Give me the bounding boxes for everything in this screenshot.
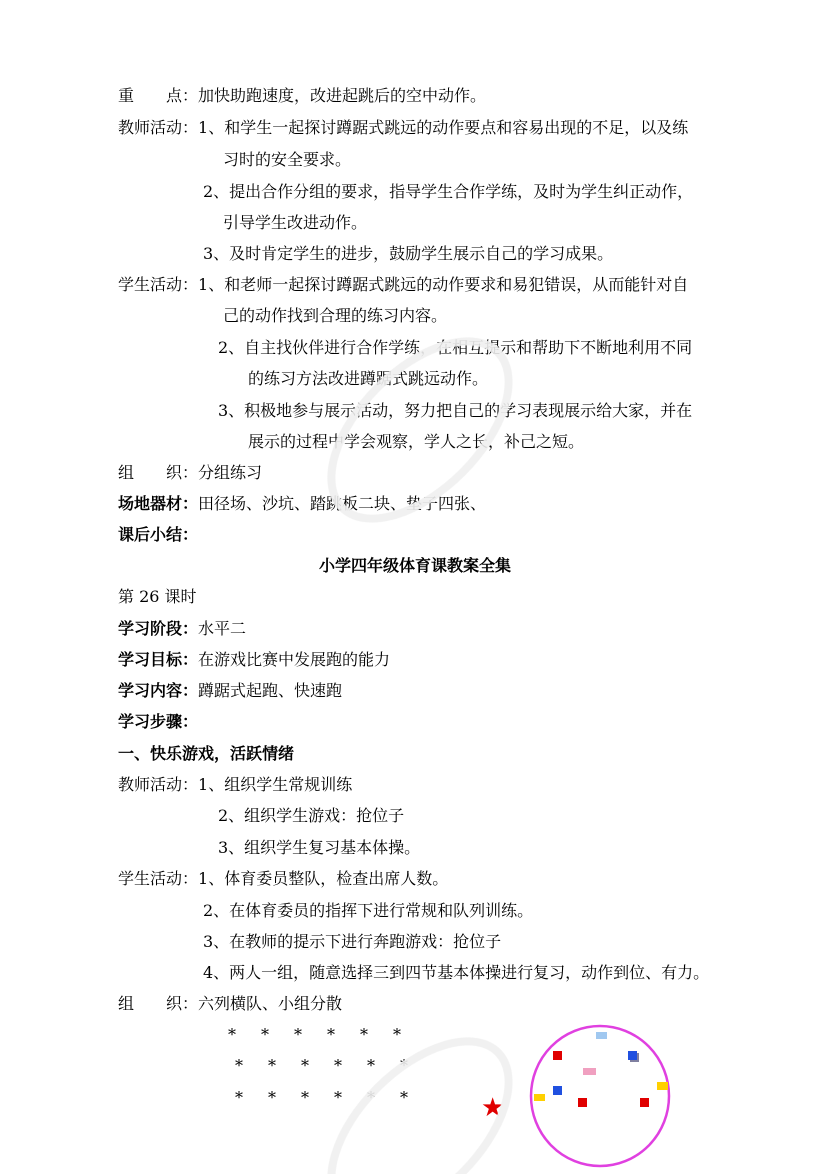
formation-mark: *: [301, 1088, 309, 1107]
student-marker-red: [553, 1051, 562, 1060]
student-marker-blue: [553, 1086, 562, 1095]
student2-item-4: 4、两人一组，随意选择三到四节基本体操进行复习，动作到位、有力。: [203, 963, 710, 982]
teacher-item-2a: 2、提出合作分组的要求，指导学生合作学练，及时为学生纠正动作，: [203, 182, 694, 201]
formation-mark: *: [360, 1025, 368, 1044]
student2-line-1: [118, 869, 448, 889]
formation-mark: *: [294, 1025, 302, 1044]
formation-mark: *: [400, 1088, 408, 1107]
formation-mark: *: [301, 1056, 309, 1075]
formation-mark: *: [393, 1025, 401, 1044]
focus-line: [118, 86, 486, 106]
student-item-3a: 3、积极地参与展示活动，努力把自己的学习表现展示给大家，并在: [218, 401, 693, 420]
formation-mark: *: [367, 1088, 375, 1107]
teacher2-label: 教师活动：: [118, 775, 199, 794]
org-text: 分组练习: [198, 463, 263, 482]
doc-title: 小学四年级体育课教案全集: [318, 556, 511, 575]
student-marker-red: [578, 1098, 587, 1107]
org2-text: 六列横队、小组分散: [198, 994, 343, 1013]
student-marker-yellow: [657, 1082, 668, 1090]
equip-line: [118, 494, 486, 514]
student-marker-blue: [628, 1051, 637, 1060]
content-line: [118, 681, 342, 701]
student-label: 学生活动：: [118, 275, 199, 294]
student-marker-pink: [583, 1068, 596, 1075]
student2-item-1: 1、体育委员整队，检查出席人数。: [198, 869, 449, 888]
formation-mark: *: [400, 1056, 408, 1075]
org2-line: [118, 994, 342, 1014]
student-marker-lightblue: [596, 1032, 607, 1039]
formation-mark: *: [268, 1056, 276, 1075]
student2-item-3: 3、在教师的提示下进行奔跑游戏：抢位子: [203, 932, 502, 951]
formation-mark: *: [334, 1088, 342, 1107]
org2-label: 组 织：: [118, 994, 199, 1013]
goal-text: 在游戏比赛中发展跑的能力: [198, 650, 391, 669]
goal-line: [118, 650, 390, 670]
org-line: [118, 463, 262, 483]
student-item-2b: 的练习方法改进蹲踞式跳远动作。: [248, 369, 489, 388]
student-item-3b: 展示的过程中学会观察，学人之长，补己之短。: [248, 432, 585, 451]
teacher2-item-1: 1、组织学生常规训练: [198, 775, 353, 794]
content-label: 学习内容：: [118, 681, 199, 700]
summary-label: 课后小结：: [118, 525, 199, 544]
teacher-star-icon: ★: [481, 1093, 505, 1123]
circle-diagram: [528, 1020, 674, 1174]
formation-mark: *: [367, 1056, 375, 1075]
formation-mark: *: [334, 1056, 342, 1075]
student-marker-red: [640, 1098, 649, 1107]
focus-label: 重 点：: [118, 86, 199, 105]
formation-mark: *: [235, 1088, 243, 1107]
content-text: 蹲踞式起跑、快速跑: [198, 681, 343, 700]
teacher-item-1a: 1、和学生一起探讨蹲踞式跳远的动作要点和容易出现的不足，以及练: [198, 118, 689, 137]
teacher-line-1: [118, 118, 688, 138]
org-label: 组 织：: [118, 463, 199, 482]
teacher2-item-2: 2、组织学生游戏：抢位子: [218, 806, 405, 825]
student2-label: 学生活动：: [118, 869, 199, 888]
formation-mark: *: [268, 1088, 276, 1107]
equip-label: 场地器材：: [118, 494, 199, 513]
focus-text: 加快助跑速度，改进起跳后的空中动作。: [198, 86, 487, 105]
student-item-1a: 1、和老师一起探讨蹲踞式跳远的动作要求和易犯错误，从而能针对自: [198, 275, 689, 294]
student2-item-2: 2、在体育委员的指挥下进行常规和队列训练。: [203, 901, 534, 920]
equip-text: 田径场、沙坑、踏跳板二块、垫子四张、: [198, 494, 487, 513]
formation-mark: *: [261, 1025, 269, 1044]
teacher-item-3: 3、及时肯定学生的进步，鼓励学生展示自己的学习成果。: [203, 244, 614, 263]
goal-label: 学习目标：: [118, 650, 199, 669]
teacher-item-2b: 引导学生改进动作。: [223, 213, 368, 232]
student-item-1b: 己的动作找到合理的练习内容。: [223, 306, 448, 325]
teacher-item-1b: 习时的安全要求。: [223, 150, 352, 169]
student-line-1: [118, 275, 688, 295]
student-marker-yellow: [534, 1094, 545, 1101]
circle-outline: [531, 1026, 669, 1166]
steps-label: 学习步骤：: [118, 712, 199, 731]
stage-line: [118, 619, 246, 639]
formation-mark: *: [327, 1025, 335, 1044]
lesson-number: 第 26 课时: [118, 587, 197, 606]
formation-mark: *: [228, 1025, 236, 1044]
teacher2-item-3: 3、组织学生复习基本体操。: [218, 838, 421, 857]
stage-label: 学习阶段：: [118, 619, 199, 638]
student-item-2a: 2、自主找伙伴进行合作学练，在相互提示和帮助下不断地利用不同: [218, 338, 693, 357]
teacher2-line-1: [118, 775, 352, 795]
part1-heading: 一、快乐游戏，活跃情绪: [118, 744, 295, 763]
stage-text: 水平二: [198, 619, 247, 638]
formation-mark: *: [235, 1056, 243, 1075]
teacher-label: 教师活动：: [118, 118, 199, 137]
